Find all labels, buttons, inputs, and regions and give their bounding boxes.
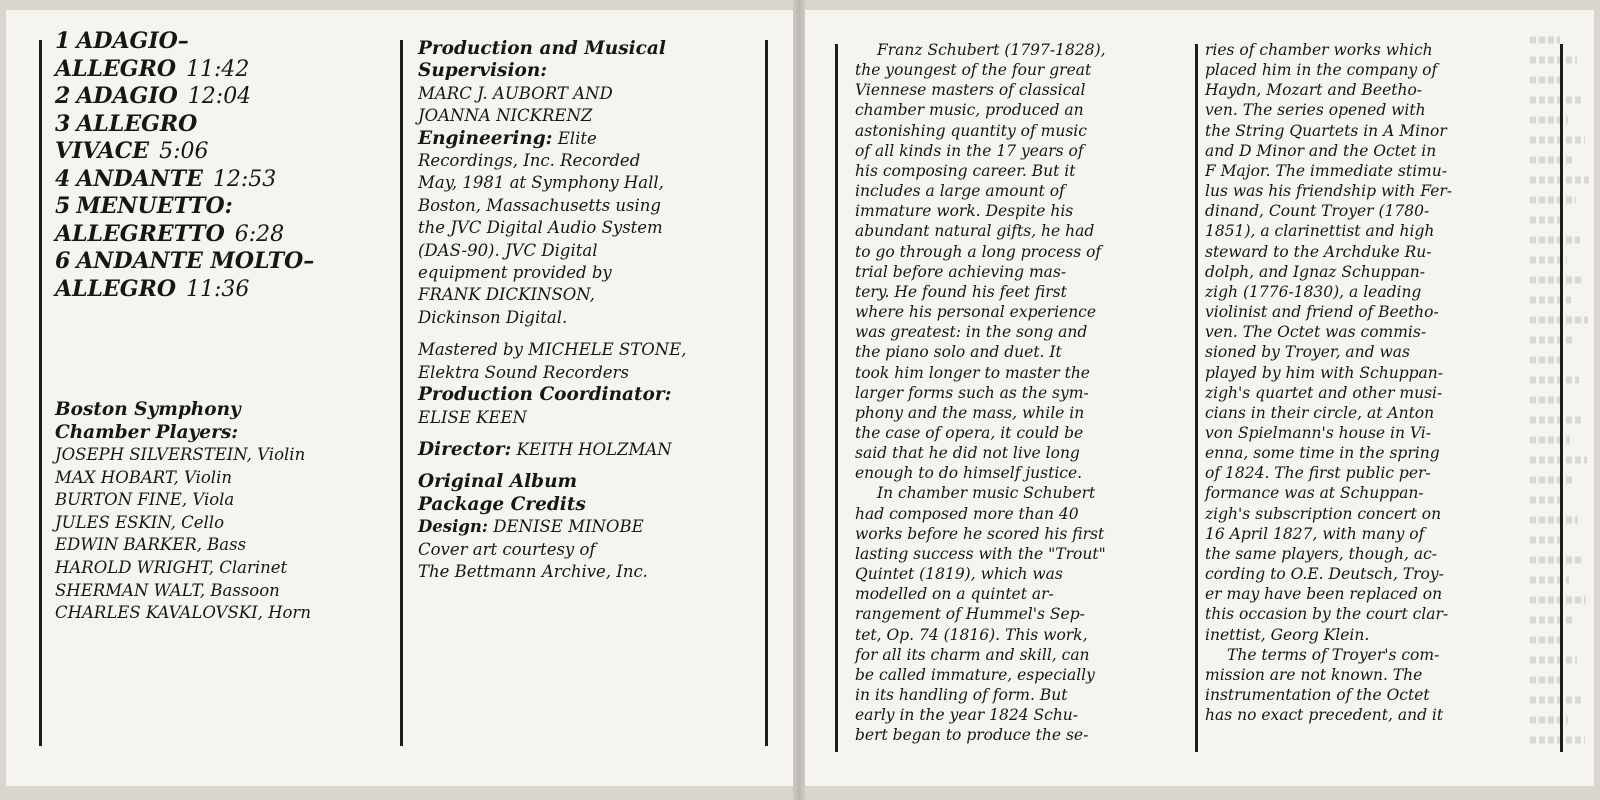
track-duration: 12:04 — [187, 84, 252, 109]
track-title: ADAGIO — [76, 83, 178, 109]
track-duration: 11:36 — [186, 276, 250, 302]
essay-line: zigh (1776-1830), a leading — [1205, 282, 1422, 301]
credit-heading: Package Credits — [418, 493, 586, 515]
essay-line: Quintet (1819), which was — [855, 565, 1063, 584]
players-section — [55, 398, 395, 625]
essay-line: ries of chamber works which — [1205, 41, 1433, 59]
track-title: ALLEGRO — [55, 275, 177, 302]
credit-text: MARC J. AUBORT AND — [418, 83, 613, 103]
essay-line: for all its charm and skill, can — [855, 645, 1090, 664]
essay-line: von Spielmann's house in Vi- — [1205, 423, 1432, 442]
essay-line: bert began to produce the se- — [855, 726, 1089, 745]
track-title: ALLEGRETTO — [55, 220, 225, 247]
credit-text: KEITH HOLZMAN — [511, 439, 672, 459]
essay-line: includes a large amount of — [855, 182, 1065, 201]
essay-line: placed him in the company of — [1205, 61, 1438, 80]
credit-text: FRANK DICKINSON, — [418, 285, 595, 305]
column-rule — [765, 40, 768, 746]
players-heading: Boston Symphony — [55, 399, 241, 420]
essay-line: the String Quartets in A Minor — [1205, 121, 1447, 140]
track-line — [55, 276, 385, 304]
credit-text: May, 1981 at Symphony Hall, — [418, 173, 664, 193]
track-line — [55, 138, 385, 166]
essay-line: tet, Op. 74 (1816). This work, — [855, 625, 1088, 644]
essay-line: zigh's quartet and other musi- — [1205, 383, 1443, 402]
credit-text: Elite — [552, 128, 597, 148]
track-line — [55, 193, 385, 221]
essay-line: dolph, and Ignaz Schuppan- — [1205, 262, 1425, 281]
column-rule — [400, 40, 403, 746]
essay-line: rangement of Hummel's Sep- — [855, 605, 1085, 624]
credit-heading: Design: — [418, 517, 488, 537]
essay-line: played by him with Schuppan- — [1205, 363, 1444, 382]
credit-heading: Production and Musical — [418, 38, 666, 59]
track-line — [55, 221, 385, 249]
essay-line: violinist and friend of Beetho- — [1205, 303, 1439, 322]
essay-column-2 — [1205, 40, 1505, 725]
credit-heading: Supervision: — [418, 60, 548, 82]
track-line — [55, 28, 385, 56]
track-title: ADAGIO– — [76, 28, 189, 54]
essay-line: early in the year 1824 Schu- — [855, 706, 1079, 725]
essay-line: the case of opera, it could be — [855, 423, 1084, 442]
players-heading: Chamber Players: — [55, 422, 239, 443]
essay-line: sioned by Troyer, and was — [1205, 343, 1410, 362]
track-number: 1 — [55, 28, 71, 54]
essay-column-1 — [855, 40, 1155, 745]
essay-line: mission are not known. The — [1205, 665, 1423, 684]
player-entry: EDWIN BARKER, Bass — [55, 535, 247, 555]
essay-line: tery. He found his feet first — [855, 282, 1067, 301]
essay-line: 16 April 1827, with many of — [1205, 524, 1425, 543]
credit-text: ELISE KEEN — [418, 407, 527, 427]
essay-line: trial before achieving mas- — [855, 262, 1067, 281]
track-title: ANDANTE MOLTO– — [76, 248, 315, 274]
essay-line: of all kinds in the 17 years of — [855, 141, 1084, 160]
essay-line: er may have been replaced on — [1205, 585, 1443, 604]
track-duration: 5:06 — [159, 139, 209, 164]
essay-line: Haydn, Mozart and Beetho- — [1205, 81, 1423, 100]
credit-text: DENISE MINOBE — [488, 517, 644, 537]
track-title: ALLEGRO — [55, 55, 177, 82]
column-rule — [835, 44, 838, 752]
essay-line: 1851), a clarinettist and high — [1205, 222, 1435, 241]
book-gutter — [793, 0, 805, 800]
track-number: 6 — [55, 248, 71, 274]
credit-text: equipment provided by — [418, 263, 612, 283]
essay-line: ven. The Octet was commis- — [1205, 323, 1427, 342]
essay-line: cians in their circle, at Anton — [1205, 403, 1435, 422]
track-line — [55, 83, 385, 111]
essay-line: the piano solo and duet. It — [855, 343, 1062, 362]
essay-line: astonishing quantity of music — [855, 121, 1087, 140]
bleed-through-text — [1530, 30, 1590, 770]
essay-line: enna, some time in the spring — [1205, 444, 1440, 463]
essay-line: took him longer to master the — [855, 363, 1090, 382]
track-line — [55, 56, 385, 84]
essay-line: of 1824. The first public per- — [1205, 464, 1431, 483]
track-duration: 11:42 — [186, 56, 250, 82]
track-line — [55, 248, 385, 276]
essay-line: had composed more than 40 — [855, 504, 1079, 523]
track-number: 5 — [55, 193, 71, 219]
track-duration: 6:28 — [234, 221, 285, 247]
track-title: ANDANTE — [76, 165, 203, 192]
essay-line: was greatest: in the song and — [855, 323, 1088, 342]
essay-line: cording to O.E. Deutsch, Troy- — [1205, 565, 1444, 584]
column-rule — [39, 40, 42, 746]
player-entry: HAROLD WRIGHT, Clarinet — [55, 557, 288, 577]
credit-text: JOANNA NICKRENZ — [418, 106, 593, 126]
essay-line: instrumentation of the Octet — [1205, 686, 1430, 704]
essay-line: formance was at Schuppan- — [1205, 484, 1424, 503]
essay-line: this occasion by the court clar- — [1205, 605, 1449, 624]
essay-line: Franz Schubert (1797-1828), — [877, 41, 1106, 59]
player-entry: JOSEPH SILVERSTEIN, Violin — [55, 445, 306, 464]
essay-line: the youngest of the four great — [855, 61, 1092, 80]
essay-line: In chamber music Schubert — [877, 484, 1096, 503]
essay-line: phony and the mass, while in — [855, 403, 1085, 422]
essay-line: and D Minor and the Octet in — [1205, 141, 1437, 160]
player-list — [55, 444, 395, 625]
track-number: 4 — [55, 165, 71, 192]
player-entry: MAX HOBART, Violin — [55, 467, 232, 487]
track-title: MENUETTO: — [76, 193, 233, 219]
track-line — [55, 111, 385, 139]
column-rule — [1195, 44, 1198, 752]
player-entry: CHARLES KAVALOVSKI, Horn — [55, 603, 311, 623]
essay-line: modelled on a quintet ar- — [855, 585, 1054, 604]
essay-line: F Major. The immediate stimu- — [1205, 161, 1447, 180]
credits-section — [418, 38, 738, 583]
essay-line: where his personal experience — [855, 303, 1097, 322]
essay-line: abundant natural gifts, he had — [855, 222, 1095, 241]
player-entry: SHERMAN WALT, Bassoon — [55, 580, 280, 600]
essay-line: to go through a long process of — [855, 242, 1102, 261]
essay-line: steward to the Archduke Ru- — [1205, 242, 1432, 261]
track-title: VIVACE — [55, 138, 150, 164]
credit-text: Elektra Sound Recorders — [418, 362, 629, 382]
essay-line: his composing career. But it — [855, 161, 1076, 180]
credit-text: Mastered by MICHELE STONE, — [418, 340, 687, 360]
player-entry: BURTON FINE, Viola — [55, 490, 235, 510]
essay-line: ven. The series opened with — [1205, 101, 1426, 120]
credit-text: Cover art courtesy of — [418, 539, 596, 559]
essay-line: larger forms such as the sym- — [855, 383, 1089, 402]
credit-text: (DAS-90). JVC Digital — [418, 240, 598, 260]
track-title: ALLEGRO — [76, 110, 198, 137]
essay-line: said that he did not live long — [855, 444, 1080, 463]
essay-line: chamber music, produced an — [855, 101, 1084, 120]
track-number: 2 — [55, 83, 71, 109]
essay-line: lasting success with the "Trout" — [855, 544, 1106, 563]
essay-line: be called immature, especially — [855, 665, 1095, 684]
essay-line: inettist, Georg Klein. — [1205, 625, 1370, 644]
essay-line: in its handling of form. But — [855, 686, 1068, 704]
essay-line: works before he scored his first — [855, 524, 1105, 543]
credit-text: Dickinson Digital. — [418, 307, 568, 327]
credit-text: the JVC Digital Audio System — [418, 218, 663, 238]
track-number: 3 — [55, 110, 71, 137]
credit-heading: Original Album — [418, 471, 578, 493]
track-list — [55, 28, 385, 303]
essay-line: The terms of Troyer's com- — [1227, 645, 1440, 664]
track-duration: 12:53 — [212, 166, 277, 192]
essay-line: enough to do himself justice. — [855, 464, 1083, 483]
essay-line: immature work. Despite his — [855, 202, 1074, 221]
essay-line: Viennese masters of classical — [855, 81, 1086, 100]
essay-line: has no exact precedent, and it — [1205, 706, 1444, 725]
essay-line: the same players, though, ac- — [1205, 544, 1438, 563]
credit-heading: Production Coordinator: — [418, 384, 672, 406]
credit-heading: Engineering: — [418, 127, 553, 149]
essay-line: dinand, Count Troyer (1780- — [1205, 202, 1430, 221]
track-line — [55, 166, 385, 194]
credit-text: The Bettmann Archive, Inc. — [418, 561, 648, 581]
credit-heading: Director: — [418, 438, 512, 460]
essay-line: zigh's subscription concert on — [1205, 504, 1442, 523]
essay-line: lus was his friendship with Fer- — [1205, 182, 1453, 201]
player-entry: JULES ESKIN, Cello — [55, 512, 225, 532]
credit-text: Recordings, Inc. Recorded — [418, 151, 641, 171]
credit-text: Boston, Massachusetts using — [418, 195, 661, 215]
